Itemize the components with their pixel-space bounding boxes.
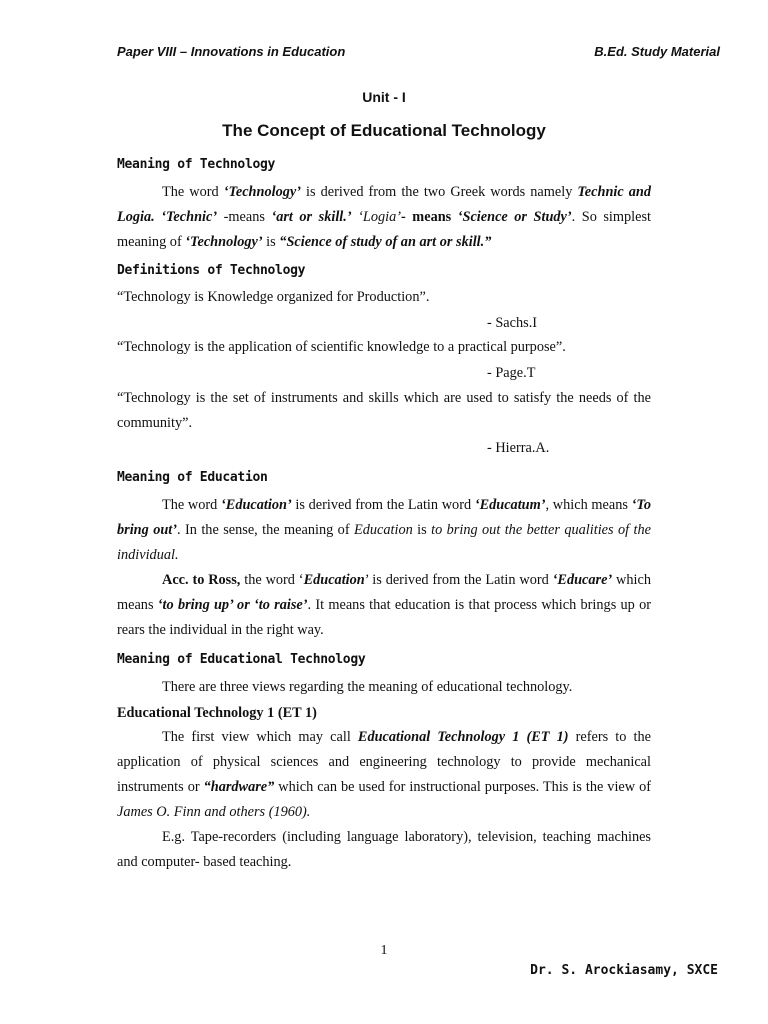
subheading-et1: Educational Technology 1 (ET 1) [117, 705, 317, 721]
definition-hierra: “Technology is the set of instruments and skills which are used to satisfy the needs of the community”. [117, 390, 651, 431]
page-number: 1 [380, 943, 388, 958]
unit-heading: Unit - I [362, 89, 406, 105]
definition-sachs: “Technology is Knowledge organized for Production”. [117, 289, 430, 305]
attribution-hierra: - Hierra.A. [487, 440, 550, 456]
header-material-label: B.Ed. Study Material [594, 44, 720, 59]
paragraph-technology-meaning: The word ‘Technology’ is derived from the two Greek words namely Technic and Logia. ‘Technic’ -means ‘art or skill.’ ‘Logia’- means ‘Science or Study’. So simplest meaning of ‘Technology’ is “Science of study of an art or skill.” [117, 184, 652, 250]
paragraph-education-meaning: The word ‘Education’ is derived from the Latin word ‘Educatum’, which means ‘To bring out’. In the sense, the meaning of Education is to bring out the better qualities of the individual. Acc. to Ross, the word ‘Education’ is derived from the Latin word ‘Educare’ which means ‘to bring up’ or ‘to raise’. It means that education is that process which brings up or rears the individual in the right way. [117, 497, 651, 638]
page-title: The Concept of Educational Technology [222, 121, 546, 140]
section-meaning-of-educational-technology: Meaning of Educational Technology [117, 652, 366, 667]
section-definitions-of-technology: Definitions of Technology [117, 263, 306, 278]
attribution-sachs: - Sachs.I [487, 315, 538, 331]
attribution-page: - Page.T [487, 365, 536, 381]
paragraph-et1: The first view which may call Educational Technology 1 (ET 1) refers to the application of physical sciences and engineering technology to provide mechanical instruments or “hardware” which can be used for instructional purposes. This is the view of James O. Finn and others (1960). E.g. Tape-recorders (including language laboratory), television, teaching machines and computer- based teaching. [117, 729, 651, 870]
section-meaning-of-technology: Meaning of Technology [117, 157, 276, 172]
paragraph-three-views: There are three views regarding the meaning of educational technology. [162, 679, 573, 695]
section-meaning-of-education: Meaning of Education [117, 470, 268, 485]
footer-author: Dr. S. Arockiasamy, SXCE [530, 963, 718, 978]
definition-page: “Technology is the application of scientific knowledge to a practical purpose”. [117, 339, 566, 355]
header-paper-title: Paper VIII – Innovations in Education [117, 44, 346, 59]
